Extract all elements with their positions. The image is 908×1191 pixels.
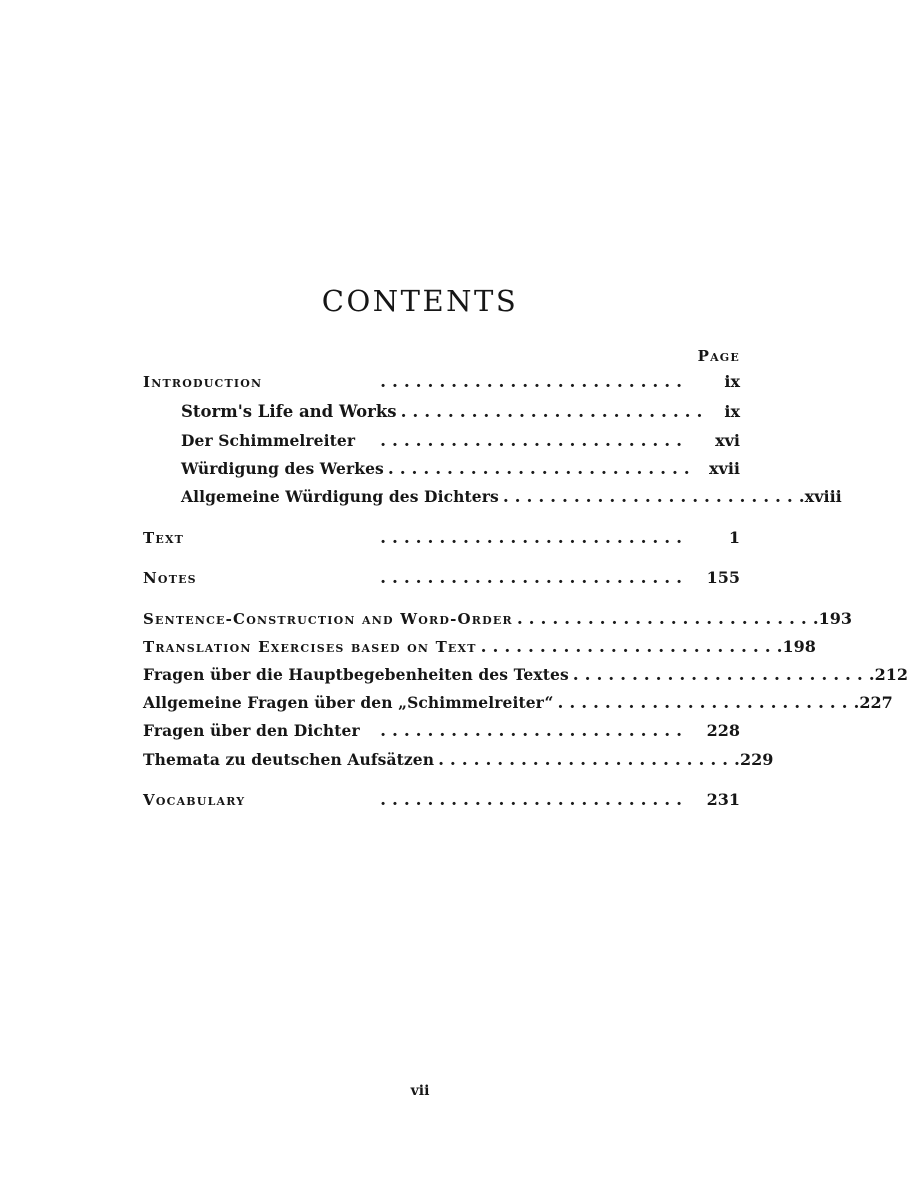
toc-entry-fragen-hauptbegebenheiten (143, 665, 908, 689)
dot-leader: . . . . . . . . . . . . . . . . . . . . . . . . . . (572, 665, 875, 685)
toc-entry-label: Fragen über die Hauptbegebenheiten des Textes (143, 665, 573, 684)
page-column-heading: Page (697, 347, 740, 365)
toc-entry-notes (143, 568, 740, 592)
toc-entry-allgemeine-fragen (143, 693, 893, 717)
toc-entry-themata (143, 750, 774, 774)
toc-entry-page: xviii (804, 487, 842, 506)
toc-entry-translation-exercises (143, 637, 816, 661)
toc-entry-page: xvi (715, 431, 740, 450)
toc-entry-fragen-dichter (143, 721, 740, 745)
dot-leader: . . . . . . . . . . . . . . . . . . . . . . . . . . (380, 372, 682, 392)
toc-entry-page: ix (724, 402, 740, 421)
toc-entry-page: 227 (859, 693, 893, 712)
dot-leader: . . . . . . . . . . . . . . . . . . . . . . . . . . (438, 750, 740, 770)
toc-entry-page: xvii (709, 459, 740, 478)
dot-leader: . . . . . . . . . . . . . . . . . . . . . . . . . . (380, 790, 682, 810)
dot-leader: . . . . . . . . . . . . . . . . . . . . . . . . . . (502, 487, 805, 507)
toc-entry-label: Translation Exercises based on Text (143, 638, 481, 656)
toc-entry-label: Introduction (143, 373, 266, 391)
folio-page-number: vii (410, 1083, 430, 1099)
toc-entry-page: 193 (818, 609, 853, 628)
dot-leader: . . . . . . . . . . . . . . . . . . . . . . . . . . (387, 459, 690, 479)
toc-entry-label: Der Schimmelreiter (181, 431, 359, 450)
dot-leader: . . . . . . . . . . . . . . . . . . . . . . . . . . (480, 637, 783, 657)
toc-entry-label: Allgemeine Würdigung des Dichters (181, 487, 503, 506)
toc-entry-label: Themata zu deutschen Aufsätzen (143, 750, 438, 769)
toc-entry-page: 1 (728, 528, 740, 547)
toc-entry-wuerdigung-dichters (143, 487, 842, 511)
toc-entry-vocabulary (143, 790, 740, 814)
toc-entry-schimmelreiter (143, 431, 740, 455)
toc-entry-label: Allgemeine Fragen über den „Schimmelreiter“ (143, 693, 558, 712)
toc-entry-label: Notes (143, 569, 201, 587)
toc-entry-label: Vocabulary (143, 791, 249, 809)
toc-entry-sentence-construction (143, 609, 853, 633)
toc-entry-label: Fragen über den Dichter (143, 721, 364, 740)
toc-entry-label: Text (143, 529, 188, 547)
toc-entry-page: 229 (739, 750, 774, 769)
toc-entry-label: Würdigung des Werkes (181, 459, 388, 478)
dot-leader: . . . . . . . . . . . . . . . . . . . . . . . . . . (380, 431, 682, 451)
toc-entry-wuerdigung-werkes (143, 459, 740, 483)
toc-entry-page: 231 (706, 790, 740, 809)
dot-leader: . . . . . . . . . . . . . . . . . . . . . . . . . . (516, 609, 819, 629)
dot-leader: . . . . . . . . . . . . . . . . . . . . . . . . . . (380, 568, 682, 588)
toc-entry-page: 228 (706, 721, 740, 740)
toc-entry-page: 212 (874, 665, 908, 684)
dot-leader: . . . . . . . . . . . . . . . . . . . . . . . . . . (557, 693, 860, 713)
toc-entry-text (143, 528, 740, 552)
toc-entry-introduction (143, 372, 740, 396)
toc-entry-storms-life (143, 402, 740, 426)
dot-leader: . . . . . . . . . . . . . . . . . . . . . . . . . . (380, 721, 682, 741)
toc-entry-label: Sentence-Construction and Word-Order (143, 610, 517, 628)
page-title: CONTENTS (321, 284, 519, 318)
toc-entry-page: 155 (706, 568, 740, 587)
toc-entry-page: 198 (782, 637, 816, 656)
toc-entry-page: ix (724, 372, 740, 391)
dot-leader: . . . . . . . . . . . . . . . . . . . . . . . . . . (380, 528, 682, 548)
dot-leader: . . . . . . . . . . . . . . . . . . . . . . . . . . (400, 402, 703, 422)
toc-entry-label: Storm's Life and Works (181, 402, 401, 421)
